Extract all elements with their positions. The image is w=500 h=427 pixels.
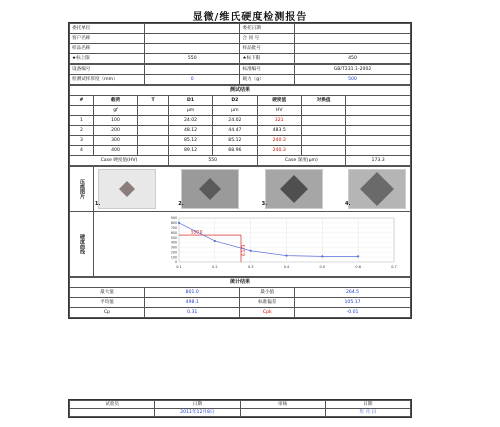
results-cell: 85.12 [213, 136, 257, 146]
results-cell [301, 146, 345, 156]
indent-diamond [360, 172, 394, 206]
table-row [70, 116, 411, 126]
results-cell: 100 [93, 116, 137, 126]
info-label: 委托日期 [240, 24, 295, 34]
indentation-image [344, 169, 406, 209]
stats-label: Cpk [240, 308, 295, 318]
chart-label: 硬度曲线 [70, 212, 94, 277]
results-cell: 1 [70, 116, 94, 126]
results-cell [301, 136, 345, 146]
hardness-chart [94, 212, 411, 272]
case-depth-value: 173.3 [346, 156, 411, 166]
data-point [285, 255, 287, 257]
results-cell [138, 116, 169, 126]
case-hv-value: 550 [168, 156, 257, 166]
stats-label: 标准偏差 [240, 298, 295, 308]
indentation-image [178, 169, 239, 209]
results-header: T [138, 96, 169, 106]
image-index: 4. [344, 201, 351, 207]
stats-value: 498.1 [145, 298, 240, 308]
stats-label: 最小值 [240, 288, 295, 298]
stats-value: 105.17 [295, 298, 411, 308]
stats-label: 最大值 [70, 288, 145, 298]
image-index: 1. [94, 201, 101, 207]
info-label: 委托单位 [70, 24, 145, 34]
info-label: ★标上限 [70, 54, 145, 64]
signature-label: 日期 [155, 401, 240, 409]
data-point [357, 255, 359, 257]
results-header: D1 [168, 96, 212, 106]
results-cell-extra [346, 146, 411, 156]
signature-block [68, 399, 412, 418]
results-header: D2 [213, 96, 257, 106]
load-value: 500 [295, 75, 411, 85]
y-tick-label: 0 [174, 260, 177, 265]
x-tick-label: 0.5 [319, 265, 325, 269]
report-title: 显微/维氏硬度检测报告 [192, 12, 308, 23]
stats-label: 平均值 [70, 298, 145, 308]
results-cell: 24.02 [168, 116, 212, 126]
load-label: 载力（g） [240, 75, 295, 85]
results-unit: μm [168, 106, 212, 116]
x-tick-label: 0.4 [283, 265, 290, 269]
y-tick-label: 800 [170, 221, 177, 226]
signature-label: 审核 [240, 401, 325, 409]
info-value [295, 34, 411, 44]
results-header: 对换值 [301, 96, 345, 106]
results-table [69, 85, 411, 166]
table-row [70, 146, 411, 156]
info-value [145, 24, 240, 34]
results-cell [138, 146, 169, 156]
report-sheet [68, 22, 412, 319]
results-cell: 85.12 [168, 136, 212, 146]
indent-diamond [199, 178, 221, 200]
signature-value [240, 409, 325, 417]
case-depth-annotation: 0.173 [240, 244, 246, 256]
x-tick-label: 0.3 [247, 265, 254, 269]
results-cell: 400 [93, 146, 137, 156]
indent-diamond [119, 181, 135, 197]
results-section-title: 测试结果 [70, 86, 411, 96]
results-header: 载荷 [93, 96, 137, 106]
results-unit [138, 106, 169, 116]
data-point [321, 255, 323, 257]
stats-label: Cp [70, 308, 145, 318]
stats-table [69, 277, 411, 318]
results-cell: 321 [257, 116, 301, 126]
stats-value: 0.31 [145, 308, 240, 318]
case-hv-label: Case 硬度值(HV) [70, 156, 169, 166]
signature-label: 日期 [325, 401, 410, 409]
results-cell [301, 116, 345, 126]
images-label: 压痕图片 [70, 167, 94, 212]
stats-value: 264.5 [295, 288, 411, 298]
results-header-spacer [346, 96, 411, 106]
stats-value: 801.0 [145, 288, 240, 298]
device-table [69, 64, 411, 85]
results-unit: μm [213, 106, 257, 116]
stats-section-title: 统计结果 [70, 278, 411, 288]
results-cell: 3 [70, 136, 94, 146]
indentation-image [94, 169, 156, 209]
info-value [295, 24, 411, 34]
info-value [145, 44, 240, 54]
table-row [70, 136, 411, 146]
signature-value: 2011年12月8日 [155, 409, 240, 417]
results-unit [70, 106, 94, 116]
device-value [145, 65, 240, 75]
data-point [178, 222, 180, 224]
std-label: 标准编号 [240, 65, 295, 75]
y-tick-label: 700 [170, 225, 177, 230]
info-label: 客户名称 [70, 34, 145, 44]
results-cell: 24.02 [213, 116, 257, 126]
x-tick-label: 0.1 [176, 265, 182, 269]
signature-value [70, 409, 155, 417]
image-index: 3. [261, 201, 267, 207]
hardness-chart-cell [93, 212, 410, 277]
info-label: 样品批号 [240, 44, 295, 54]
results-cell [138, 136, 169, 146]
results-cell: 48.12 [168, 126, 212, 136]
signature-label: 试验员 [70, 401, 155, 409]
results-cell: 88.96 [213, 146, 257, 156]
results-cell: 44.47 [213, 126, 257, 136]
y-tick-label: 100 [170, 255, 177, 260]
results-cell [138, 126, 169, 136]
image-index: 2. [178, 201, 184, 207]
results-cell: 200 [93, 126, 137, 136]
x-tick-label: 0.6 [355, 265, 361, 269]
results-cell: 240.3 [257, 146, 301, 156]
y-tick-label: 300 [170, 245, 177, 250]
stats-value: -0.01 [295, 308, 411, 318]
x-tick-label: 0.7 [391, 265, 397, 269]
size-value: 0 [145, 75, 240, 85]
indentation-image [261, 169, 323, 209]
y-tick-label: 500 [170, 235, 177, 240]
results-unit-spacer [346, 106, 411, 116]
indent-diamond [280, 175, 308, 203]
info-label: ★标下限 [240, 54, 295, 64]
signature-value: 年 月 日 [325, 409, 410, 417]
case-hv-annotation: 550.0 [190, 229, 203, 235]
results-unit: HV [257, 106, 301, 116]
std-value: GB/T231.1-2002 [295, 65, 411, 75]
results-cell: 240.3 [257, 136, 301, 146]
figure-table [69, 166, 411, 277]
case-depth-label: Case 深度(μm) [257, 156, 346, 166]
data-point [214, 240, 216, 242]
info-label: 合 同 号 [240, 34, 295, 44]
results-cell [301, 126, 345, 136]
results-cell-extra [346, 126, 411, 136]
table-row [70, 126, 411, 136]
indentation-images [93, 167, 410, 212]
y-tick-label: 900 [170, 216, 177, 221]
results-unit: gf [93, 106, 137, 116]
results-cell: 483.5 [257, 126, 301, 136]
y-tick-label: 600 [170, 230, 177, 235]
results-cell: 300 [93, 136, 137, 146]
info-value [145, 34, 240, 44]
results-cell-extra [346, 116, 411, 126]
results-cell-extra [346, 136, 411, 146]
results-header: # [70, 96, 94, 106]
results-cell: 2 [70, 126, 94, 136]
y-tick-label: 200 [170, 250, 177, 255]
info-label: 样品名称 [70, 44, 145, 54]
info-value [295, 44, 411, 54]
results-header: 硬度值 [257, 96, 301, 106]
x-tick-label: 0.2 [211, 265, 218, 269]
size-label: 检测试样厚度（mm） [70, 75, 145, 85]
info-table [69, 23, 411, 64]
results-unit [301, 106, 345, 116]
info-value: 450 [295, 54, 411, 64]
device-label: 设备编号 [70, 65, 145, 75]
y-tick-label: 400 [170, 240, 177, 245]
results-cell: 4 [70, 146, 94, 156]
info-value: 550 [145, 54, 240, 64]
data-point [249, 250, 251, 252]
results-cell: 89.12 [168, 146, 212, 156]
